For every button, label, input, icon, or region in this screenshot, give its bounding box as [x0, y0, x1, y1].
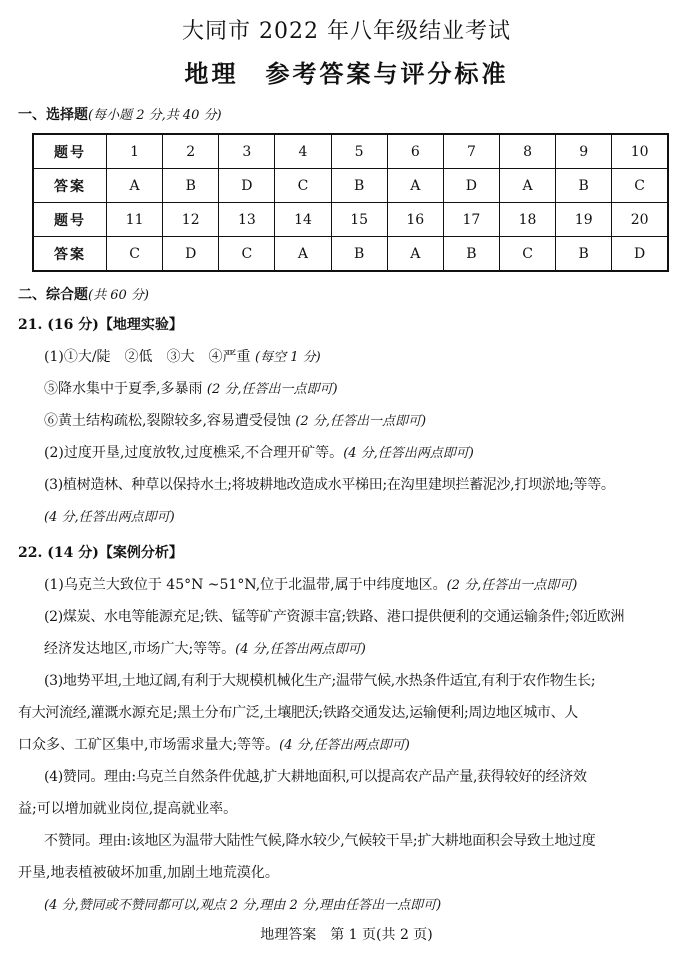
q22-heading: 22. (14 分)【案例分析】 [18, 545, 183, 561]
table-row-questions-2 [33, 203, 668, 237]
table-cell: B [331, 169, 387, 203]
row-label: 答案 [33, 169, 107, 203]
table-cell: B [331, 237, 387, 272]
answer-text: (1)①大/陡 ②低 ③大 ④严重 [44, 349, 251, 365]
table-cell: C [612, 169, 668, 203]
q22-line [44, 641, 366, 658]
table-cell: 19 [556, 203, 612, 237]
q22-line: (2)煤炭、水电等能源充足;铁、锰等矿产资源丰富;铁路、港口提供便利的交通运输条件;邻近欧洲 [44, 609, 625, 625]
scoring-note: (2 分,任答出一点即可) [295, 414, 427, 429]
answer-text: (1)乌克兰大致位于 45°N ~51°N,位于北温带,属于中纬度地区。 [44, 577, 447, 593]
scoring-note: (4 分,任答出两点即可) [235, 642, 366, 657]
table-cell: 8 [499, 134, 555, 169]
table-row-answers-2 [33, 237, 668, 272]
page-footer: 地理答案 第 1 页(共 2 页) [260, 927, 433, 943]
table-cell: 15 [331, 203, 387, 237]
section2-title: 二、综合题 [18, 287, 88, 303]
table-cell: 16 [387, 203, 443, 237]
table-cell: D [163, 237, 219, 272]
q22-line [44, 577, 577, 594]
scoring-note: (2 分,任答出一点即可) [446, 578, 578, 593]
table-cell: 18 [499, 203, 555, 237]
answer-text: 口众多、工矿区集中,市场需求量大;等等。 [18, 737, 280, 753]
table-cell: B [556, 237, 612, 272]
q21-heading: 21. (16 分)【地理实验】 [18, 317, 183, 333]
q22-line [18, 737, 410, 754]
section2-heading [18, 284, 149, 304]
table-cell: B [443, 237, 499, 272]
scoring-note: (2 分,任答出一点即可) [206, 382, 338, 397]
exam-subtitle: 地理 参考答案与评分标准 [184, 59, 509, 88]
table-cell: C [275, 169, 331, 203]
q22-line: 有大河流经,灌溉水源充足;黑土分布广泛,土壤肥沃;铁路交通发达,运输便利;周边地区城市、人 [18, 705, 578, 721]
scoring-note: (4 分,任答出两点即可) [343, 446, 474, 461]
q21-line [44, 381, 338, 398]
table-cell: 9 [556, 134, 612, 169]
scoring-note: (4 分,任答出两点即可) [279, 738, 410, 753]
row-label: 答案 [33, 237, 107, 272]
table-cell: 13 [219, 203, 275, 237]
row-label: 题号 [33, 134, 107, 169]
answer-text: (2)过度开垦,过度放牧,过度樵采,不合理开矿等。 [44, 445, 344, 461]
table-cell: 7 [443, 134, 499, 169]
table-cell: B [163, 169, 219, 203]
table-cell: A [387, 169, 443, 203]
scoring-note: (每空 1 分) [255, 350, 321, 365]
table-cell: A [499, 169, 555, 203]
answer-text: ⑥黄土结构疏松,裂隙较多,容易遭受侵蚀 [44, 413, 291, 429]
table-cell: 10 [612, 134, 668, 169]
q21-line [44, 413, 426, 430]
table-cell: 5 [331, 134, 387, 169]
table-cell: 12 [163, 203, 219, 237]
table-cell: 20 [612, 203, 668, 237]
scoring-note: (4 分,任答出两点即可) [44, 510, 175, 525]
q21-line [44, 509, 175, 526]
q21-line [44, 349, 321, 366]
answer-table [32, 133, 669, 272]
answer-text: ⑤降水集中于夏季,多暴雨 [44, 381, 203, 397]
table-cell: C [107, 237, 163, 272]
table-cell: 2 [163, 134, 219, 169]
table-row-questions-1 [33, 134, 668, 169]
table-cell: A [107, 169, 163, 203]
table-cell: 17 [443, 203, 499, 237]
section1-title: 一、选择题 [18, 107, 88, 123]
table-cell: 14 [275, 203, 331, 237]
table-cell: A [387, 237, 443, 272]
section1-note: (每小题 2 分,共 40 分) [88, 108, 222, 123]
exam-title: 大同市 2022 年八年级结业考试 [182, 19, 511, 44]
q22-line: (3)地势平坦,土地辽阔,有利于大规模机械化生产;温带气候,水热条件适宜,有利于农作物生长; [44, 673, 596, 689]
table-cell: 11 [107, 203, 163, 237]
q21-line: (3)植树造林、种草以保持水土;将坡耕地改造成水平梯田;在沟里建坝拦蓄泥沙,打坝淤地;等等。 [44, 477, 615, 493]
row-label: 题号 [33, 203, 107, 237]
table-cell: C [499, 237, 555, 272]
q21-line [44, 445, 474, 462]
table-cell: 6 [387, 134, 443, 169]
table-cell: A [275, 237, 331, 272]
table-cell: D [443, 169, 499, 203]
answer-text: 经济发达地区,市场广大;等等。 [44, 641, 236, 657]
table-cell: D [219, 169, 275, 203]
table-cell: D [612, 237, 668, 272]
q22-line: 不赞同。理由:该地区为温带大陆性气候,降水较少,气候较干旱;扩大耕地面积会导致土地过度 [44, 833, 596, 849]
q22-line [44, 897, 441, 914]
q22-line: 益;可以增加就业岗位,提高就业率。 [18, 801, 238, 817]
table-cell: 4 [275, 134, 331, 169]
section2-note: (共 60 分) [88, 288, 149, 303]
q22-line: 开垦,地表植被破坏加重,加剧土地荒漠化。 [18, 865, 279, 881]
section1-heading [18, 104, 222, 124]
table-row-answers-1 [33, 169, 668, 203]
table-cell: C [219, 237, 275, 272]
table-cell: B [556, 169, 612, 203]
table-cell: 1 [107, 134, 163, 169]
table-cell: 3 [219, 134, 275, 169]
q22-line: (4)赞同。理由:乌克兰自然条件优越,扩大耕地面积,可以提高农产品产量,获得较好的经济效 [44, 769, 587, 785]
scoring-note: (4 分,赞同或不赞同都可以,观点 2 分,理由 2 分,理由任答出一点即可) [44, 898, 442, 913]
